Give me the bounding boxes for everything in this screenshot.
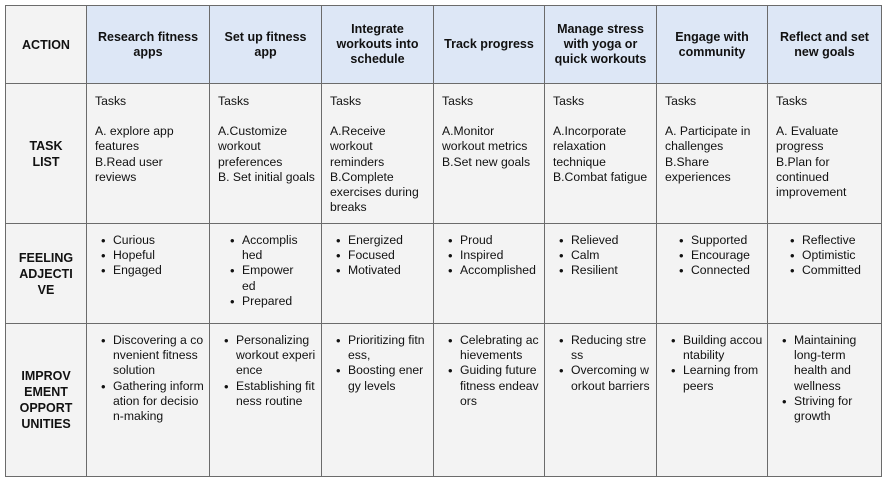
improvement-item: • Maintaining long-term health and wellness bbox=[772, 333, 877, 394]
feeling-item: • Committed bbox=[780, 263, 877, 278]
feeling-item: • Supported bbox=[669, 233, 763, 248]
action-row-label: ACTION bbox=[6, 6, 87, 84]
improvement-item: • Gathering information for decision-making bbox=[91, 379, 205, 425]
task-cell bbox=[322, 84, 434, 224]
improvement-item: • Boosting energy levels bbox=[326, 363, 429, 393]
feeling-item: • Energized bbox=[326, 233, 429, 248]
task-title: Tasks bbox=[218, 94, 250, 108]
feeling-cell bbox=[545, 224, 657, 324]
improvement-cell bbox=[657, 324, 768, 477]
improvement-cell bbox=[545, 324, 657, 477]
task-cell bbox=[87, 84, 210, 224]
feeling-item: • Prepared bbox=[220, 294, 299, 309]
feeling-item: • Empowered bbox=[220, 263, 299, 293]
stage-header-row bbox=[6, 6, 882, 84]
improvement-item: • Building accountability bbox=[661, 333, 763, 363]
improvement-item: • Reducing stress bbox=[549, 333, 652, 363]
feeling-item: • Motivated bbox=[326, 263, 429, 278]
stage-header: Engage with community bbox=[657, 6, 768, 84]
feeling-cell bbox=[87, 224, 210, 324]
task-cell bbox=[210, 84, 322, 224]
task-cell bbox=[434, 84, 545, 224]
task-title: Tasks bbox=[665, 94, 697, 108]
feeling-item: • Accomplished bbox=[220, 233, 299, 263]
feeling-item: • Hopeful bbox=[91, 248, 205, 263]
improvement-cell bbox=[434, 324, 545, 477]
feeling-cell bbox=[768, 224, 882, 324]
improvement-item: • Prioritizing fitness, bbox=[326, 333, 429, 363]
feeling-item: • Resilient bbox=[549, 263, 652, 278]
feeling-item: • Encourage bbox=[669, 248, 763, 263]
feeling-item: • Calm bbox=[549, 248, 652, 263]
improvement-row-label: IMPROVEMENT OPPORTUNITIES bbox=[6, 324, 87, 477]
task-line: B.Share experiences bbox=[665, 154, 731, 184]
task-line: A. Participate in challenges bbox=[665, 124, 751, 154]
feeling-row-label: FEELING ADJECTIVE bbox=[6, 224, 87, 324]
task-line: B.Plan for continued improvement bbox=[776, 154, 847, 200]
task-line: A.Incorporate relaxation technique bbox=[553, 124, 627, 169]
task-title: Tasks bbox=[95, 94, 127, 108]
task-list-row bbox=[6, 84, 882, 224]
improvement-item: • Striving for growth bbox=[772, 394, 877, 424]
feeling-item: • Inspired bbox=[438, 248, 536, 263]
stage-header: Research fitness apps bbox=[87, 6, 210, 84]
feeling-item: • Relieved bbox=[549, 233, 652, 248]
task-line: A.Monitor workout metrics bbox=[442, 124, 528, 154]
task-title: Tasks bbox=[442, 94, 474, 108]
task-line: A.Receive workout reminders bbox=[330, 124, 386, 169]
stage-header: Reflect and set new goals bbox=[768, 6, 882, 84]
feeling-item: • Connected bbox=[669, 263, 763, 278]
feeling-item: • Optimistic bbox=[780, 248, 877, 263]
feeling-item: • Accomplished bbox=[438, 263, 536, 278]
task-cell bbox=[657, 84, 768, 224]
improvement-cell bbox=[87, 324, 210, 477]
feeling-cell bbox=[657, 224, 768, 324]
feeling-item: • Curious bbox=[91, 233, 205, 248]
task-title: Tasks bbox=[330, 94, 362, 108]
improvement-cell bbox=[768, 324, 882, 477]
feeling-item: • Reflective bbox=[780, 233, 877, 248]
stage-header: Integrate workouts into schedule bbox=[322, 6, 434, 84]
feeling-item: • Engaged bbox=[91, 263, 205, 278]
improvement-item: • Discovering a convenient fitness solution bbox=[91, 333, 205, 379]
task-line: A.Customize workout preferences bbox=[218, 124, 288, 169]
stage-header: Manage stress with yoga or quick workouts bbox=[545, 6, 657, 84]
feeling-item: • Proud bbox=[438, 233, 536, 248]
feeling-item: • Focused bbox=[326, 248, 429, 263]
improvement-cell bbox=[322, 324, 434, 477]
feeling-cell bbox=[210, 224, 322, 324]
improvement-item: • Establishing fitness routine bbox=[214, 379, 317, 409]
task-line: B. Set initial goals bbox=[218, 169, 315, 184]
improvement-item: • Overcoming workout barriers bbox=[549, 363, 652, 393]
improvement-item: • Learning from peers bbox=[661, 363, 763, 393]
feeling-row bbox=[6, 224, 882, 324]
feeling-cell bbox=[434, 224, 545, 324]
task-cell bbox=[545, 84, 657, 224]
task-line: A. Evaluate progress bbox=[776, 124, 839, 154]
stage-header: Set up fitness app bbox=[210, 6, 322, 84]
improvement-row bbox=[6, 324, 882, 477]
feeling-cell bbox=[322, 224, 434, 324]
improvement-item: • Personalizing workout experience bbox=[214, 333, 317, 379]
task-list-row-label: TASK LIST bbox=[6, 84, 87, 224]
task-line: B.Complete exercises during breaks bbox=[330, 169, 419, 215]
task-title: Tasks bbox=[776, 94, 808, 108]
improvement-item: • Guiding future fitness endeavors bbox=[438, 363, 540, 409]
improvement-item: • Celebrating achievements bbox=[438, 333, 540, 363]
task-cell bbox=[768, 84, 882, 224]
task-title: Tasks bbox=[553, 94, 585, 108]
improvement-cell bbox=[210, 324, 322, 477]
task-line: B.Read user reviews bbox=[95, 154, 163, 184]
stage-header: Track progress bbox=[434, 6, 545, 84]
task-line: A. explore app features bbox=[95, 124, 174, 154]
task-line: B.Combat fatigue bbox=[553, 169, 648, 184]
journey-map-table bbox=[5, 5, 882, 477]
task-line: B.Set new goals bbox=[442, 154, 531, 169]
